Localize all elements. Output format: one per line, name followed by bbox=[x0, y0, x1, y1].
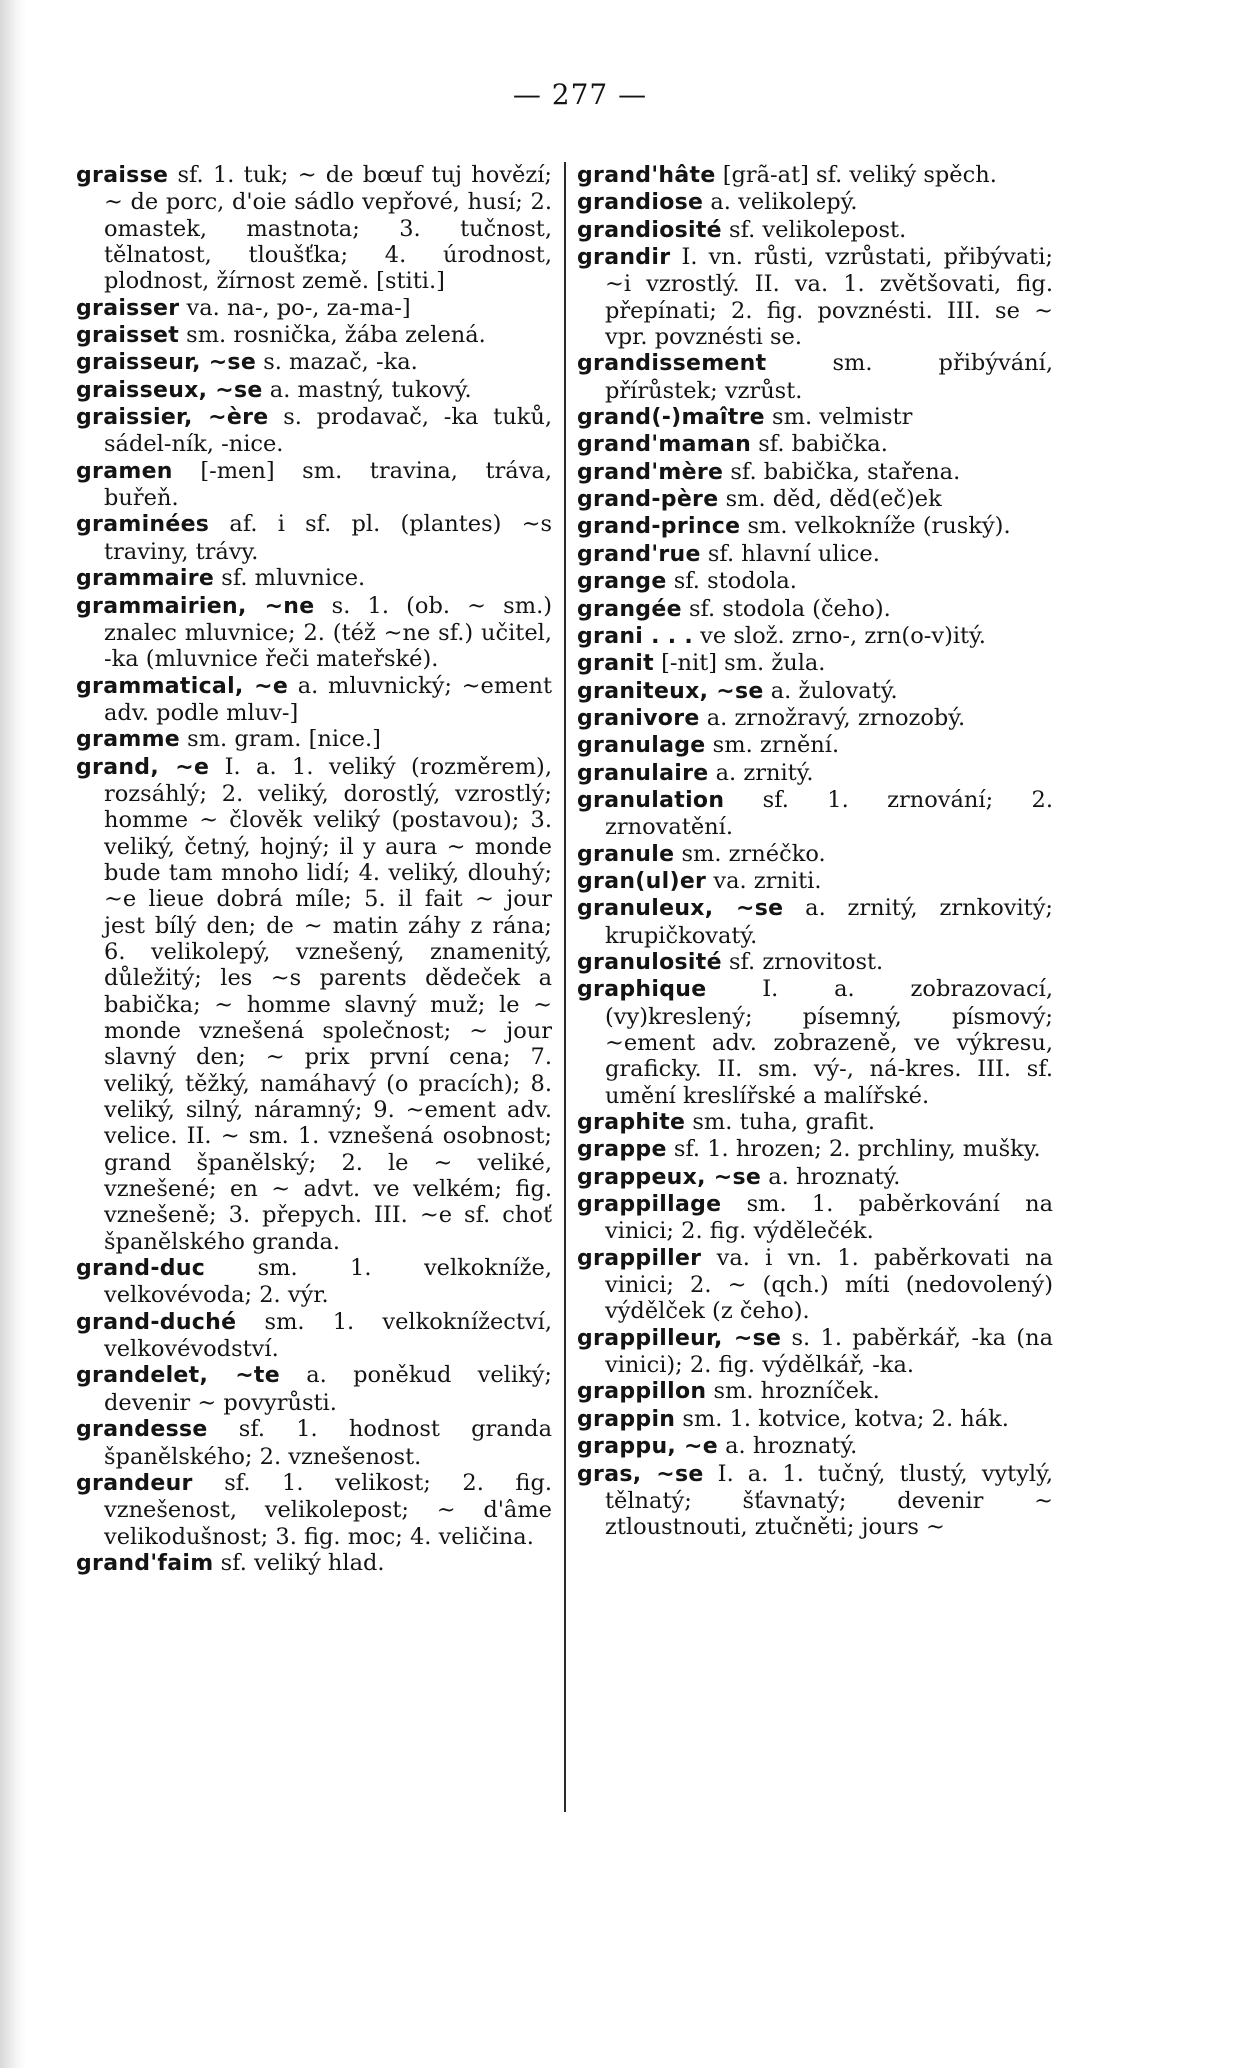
entry-headword: gramme bbox=[76, 727, 181, 753]
entry-definition: sm. přibývání, přírůstek; vzrůst. bbox=[605, 350, 1053, 404]
dictionary-entry bbox=[76, 377, 552, 404]
entry-headword: gras, ~se bbox=[577, 1461, 704, 1487]
entry-headword: grange bbox=[577, 569, 667, 595]
entry-definition: sf. 1. zrnování; 2. zrnovatění. bbox=[605, 786, 1053, 841]
entry-definition: a. zrnitý. bbox=[708, 759, 814, 786]
dictionary-entry bbox=[577, 732, 1053, 759]
entry-definition: sm. velkokníže (ruský). bbox=[740, 513, 1011, 540]
dictionary-entry bbox=[577, 678, 1053, 705]
dictionary-entry bbox=[577, 787, 1053, 841]
entry-definition: I. vn. růsti, vzrůstati, přibývati; ~i vzrostlý. II. va. 1. zvětšovati, fig. přepínati; 2. fig. povznésti. III. se ~ vpr. povznésti se. bbox=[605, 244, 1053, 351]
entry-headword: grangée bbox=[577, 596, 682, 622]
dictionary-entry bbox=[76, 673, 552, 727]
entry-definition: va. i vn. 1. paběrkovati na vinici; 2. ~ (qch.) míti (nedovolený) výdělček (z čeho). bbox=[605, 1244, 1053, 1325]
entry-definition: sf. babička, stařena. bbox=[723, 458, 961, 485]
dictionary-entry bbox=[577, 541, 1053, 568]
dictionary-entry bbox=[76, 1416, 552, 1470]
entry-headword: grani . . . bbox=[577, 623, 693, 649]
dictionary-entry bbox=[577, 1406, 1053, 1433]
entry-headword: grappilleur, ~se bbox=[577, 1325, 782, 1351]
entry-headword: graissier, ~ère bbox=[76, 405, 269, 431]
dictionary-entry bbox=[577, 949, 1053, 976]
dictionary-entry bbox=[577, 1109, 1053, 1136]
entry-definition: [-men] sm. travina, tráva, buřeň. bbox=[104, 457, 552, 512]
entry-definition: sm. hrozníček. bbox=[706, 1378, 880, 1405]
entry-definition: sm. velmistr bbox=[764, 404, 913, 431]
dictionary-entry bbox=[76, 322, 552, 349]
scan-binding-edge bbox=[0, 0, 26, 2068]
dictionary-entry bbox=[577, 760, 1053, 787]
entry-headword: gramen bbox=[76, 458, 173, 484]
dictionary-entry bbox=[577, 623, 1053, 650]
entry-definition: sm. tuha, grafit. bbox=[685, 1109, 876, 1136]
entry-headword: grand'hâte bbox=[577, 163, 716, 188]
dictionary-entry bbox=[577, 596, 1053, 623]
entry-headword: grand-duché bbox=[76, 1309, 237, 1335]
entry-definition: a. poněkud veliký; devenir ~ povyrůsti. bbox=[104, 1362, 552, 1416]
entry-definition: sf. zrnovitost. bbox=[721, 948, 884, 975]
entry-headword: grappiller bbox=[577, 1245, 702, 1271]
entry-headword: graisseur, ~se bbox=[76, 350, 257, 376]
entry-definition: sf. veliký hlad. bbox=[213, 1549, 385, 1576]
entry-definition: sf. velikolepost. bbox=[721, 216, 907, 243]
entry-headword: graphite bbox=[577, 1110, 686, 1136]
entry-headword: grandir bbox=[577, 245, 671, 271]
entry-headword: grand'faim bbox=[76, 1550, 214, 1576]
entry-headword: grandissement bbox=[577, 351, 767, 377]
entry-definition: s. mazač, -ka. bbox=[256, 349, 418, 376]
entry-headword: grammatical, ~e bbox=[76, 673, 289, 699]
dictionary-entry bbox=[76, 1309, 552, 1363]
dictionary-entry bbox=[577, 895, 1053, 949]
entry-headword: grappillon bbox=[577, 1379, 707, 1405]
entry-definition: a. hroznatý. bbox=[761, 1163, 901, 1190]
entry-headword: grand-père bbox=[577, 487, 719, 513]
entry-definition: a. velikolepý. bbox=[703, 189, 858, 216]
entry-headword: graisser bbox=[76, 295, 180, 321]
entry-headword: granulaire bbox=[577, 760, 709, 786]
entry-headword: grappin bbox=[577, 1406, 676, 1432]
page-number: — 277 — bbox=[512, 78, 648, 111]
entry-headword: gran(ul)er bbox=[577, 868, 707, 894]
dictionary-entry bbox=[76, 295, 552, 322]
entry-definition: va. zrniti. bbox=[706, 867, 822, 894]
entry-definition: a. zrnožravý, zrnozobý. bbox=[699, 704, 966, 731]
dictionary-entry bbox=[577, 868, 1053, 895]
entry-headword: grand'mère bbox=[577, 459, 724, 485]
dictionary-entry bbox=[577, 162, 1053, 189]
dictionary-entry bbox=[577, 217, 1053, 244]
entry-headword: grappe bbox=[577, 1137, 667, 1163]
entry-definition: sf. 1. hodnost granda španělského; 2. vznešenost. bbox=[104, 1416, 552, 1470]
entry-headword: grandeur bbox=[76, 1470, 193, 1496]
entry-definition: sm. zrnéčko. bbox=[674, 840, 826, 867]
dictionary-entry bbox=[577, 841, 1053, 868]
dictionary-entry bbox=[76, 754, 552, 1256]
entry-definition: I. a. 1. veliký (rozměrem), rozsáhlý; 2. veliký, dorostlý, vzrostlý; homme ~ člověk veliký (postavou); 3. veliký, četný, hojný; il y aura ~ monde bude tam mnoho lidí; 4. veliký, dlouhý; ~e lieue dobrá míle; 5. il fait ~ jour jest bílý den; de ~ matin záhy z rána; 6. velikolepý, vznešený, znamenitý, důležitý; les ~s parents dědeček a babička; ~ homme slavný muž; le ~ monde vznešená společnost; ~ jour slavný den; ~ prix první cena; 7. veliký, těžký, namáhavý (o pracích); 8. veliký, silný, náramný; 9. ~ement adv. velice. II. ~ sm. 1. vznešená osobnost; grand španělský; 2. le ~ veliké, vznešené; en ~ advt. ve velkém; fig. vznešeně; 3. přepych. III. ~e sf. choť španělského granda. bbox=[104, 753, 552, 1255]
dictionary-entry bbox=[577, 350, 1053, 404]
entry-definition: a. mluvnický; ~ement adv. podle mluv-] bbox=[104, 672, 552, 726]
entry-headword: graisse bbox=[76, 163, 169, 188]
dictionary-entry bbox=[577, 1136, 1053, 1163]
dictionary-entry bbox=[577, 1191, 1053, 1245]
dictionary-entry bbox=[577, 431, 1053, 458]
dictionary-entry bbox=[577, 1164, 1053, 1191]
right-column bbox=[577, 162, 1053, 1541]
entry-headword: grappillage bbox=[577, 1192, 722, 1218]
entry-headword: grand-duc bbox=[76, 1256, 206, 1282]
entry-headword: graphique bbox=[577, 977, 707, 1003]
entry-headword: grand-prince bbox=[577, 514, 741, 540]
dictionary-entry bbox=[577, 705, 1053, 732]
entry-definition: sf. 1. velikost; 2. fig. vznešenost, velikolepost; ~ d'âme velikodušnost; 3. fig. moc; 4. veličina. bbox=[104, 1469, 552, 1550]
dictionary-entry bbox=[76, 1470, 552, 1550]
entry-definition: sm. 1. paběrkování na vinici; 2. fig. výdělečék. bbox=[605, 1191, 1053, 1245]
dictionary-entry bbox=[577, 244, 1053, 350]
entry-definition: a. mastný, tukový. bbox=[262, 376, 472, 403]
entry-headword: graniteux, ~se bbox=[577, 678, 764, 704]
dictionary-entry bbox=[76, 1550, 552, 1577]
dictionary-entry bbox=[577, 1325, 1053, 1379]
entry-headword: granivore bbox=[577, 705, 700, 731]
dictionary-entry bbox=[577, 1378, 1053, 1405]
entry-headword: grandesse bbox=[76, 1417, 208, 1443]
entry-headword: granulation bbox=[577, 787, 725, 813]
entry-definition: sf. hlavní ulice. bbox=[700, 540, 880, 567]
entry-headword: granulage bbox=[577, 733, 706, 759]
dictionary-entry bbox=[577, 568, 1053, 595]
entry-definition: sm. 1. kotvice, kotva; 2. hák. bbox=[675, 1405, 1009, 1432]
dictionary-entry bbox=[577, 1433, 1053, 1460]
entry-definition: sf. mluvnice. bbox=[214, 565, 366, 592]
entry-definition: sm. 1. velkoknížectví, velkovévodství. bbox=[104, 1308, 552, 1363]
dictionary-entry bbox=[76, 162, 552, 295]
dictionary-entry bbox=[76, 565, 552, 592]
dictionary-entry bbox=[577, 650, 1053, 677]
entry-headword: grandelet, ~te bbox=[76, 1363, 280, 1389]
entry-headword: grappu, ~e bbox=[577, 1434, 718, 1460]
left-column bbox=[76, 162, 552, 1577]
dictionary-entry bbox=[577, 404, 1053, 431]
entry-headword: graisset bbox=[76, 323, 180, 349]
dictionary-entry bbox=[577, 976, 1053, 1109]
dictionary-entry bbox=[76, 511, 552, 565]
entry-definition: sm. děd, děd(eč)ek bbox=[718, 486, 942, 513]
entry-definition: sf. 1. hrozen; 2. prchliny, mušky. bbox=[666, 1136, 1041, 1163]
entry-definition: ve slož. zrno-, zrn(o-v)itý. bbox=[693, 622, 986, 649]
dictionary-entry bbox=[577, 1245, 1053, 1325]
entry-headword: grand'maman bbox=[577, 432, 752, 458]
entry-definition: va. na-, po-, za-ma-] bbox=[179, 294, 411, 321]
dictionary-entry bbox=[76, 1255, 552, 1309]
entry-definition: a. zrnitý, zrnkovitý; krupičkovatý. bbox=[605, 895, 1053, 949]
column-divider bbox=[564, 162, 566, 1812]
dictionary-entry bbox=[76, 404, 552, 458]
entry-headword: grand(-)maître bbox=[577, 405, 765, 431]
entry-definition: sf. stodola. bbox=[666, 568, 797, 595]
dictionary-entry bbox=[577, 486, 1053, 513]
entry-definition: a. žulovatý. bbox=[763, 677, 898, 704]
entry-headword: granuleux, ~se bbox=[577, 896, 784, 922]
dictionary-entry bbox=[577, 459, 1053, 486]
entry-headword: granit bbox=[577, 651, 654, 677]
entry-headword: grammaire bbox=[76, 566, 215, 592]
dictionary-entry bbox=[577, 189, 1053, 216]
entry-definition: a. hroznatý. bbox=[717, 1433, 858, 1460]
entry-headword: graisseux, ~se bbox=[76, 377, 263, 403]
entry-headword: grandiosité bbox=[577, 217, 722, 243]
entry-definition: s. prodavač, -ka tuků, sádel-ník, -nice. bbox=[104, 404, 552, 458]
entry-headword: grand, ~e bbox=[76, 754, 210, 780]
entry-headword: granulosité bbox=[577, 949, 722, 975]
entry-definition: sf. babička. bbox=[751, 431, 888, 458]
dictionary-entry bbox=[76, 1362, 552, 1416]
entry-headword: grand'rue bbox=[577, 541, 701, 567]
entry-headword: graminées bbox=[76, 512, 210, 538]
entry-headword: granule bbox=[577, 841, 675, 867]
dictionary-entry bbox=[577, 1461, 1053, 1541]
dictionary-entry bbox=[76, 349, 552, 376]
entry-definition: sm. zrnění. bbox=[705, 732, 840, 759]
entry-definition: s. 1. (ob. ~ sm.) znalec mluvnice; 2. (též ~ne sf.) učitel, -ka (mluvnice řeči mateřské). bbox=[104, 592, 552, 673]
dictionary-entry bbox=[76, 593, 552, 673]
entry-definition: sf. 1. tuk; ~ de bœuf tuj hovězí; ~ de porc, d'oie sádlo vepřové, husí; 2. omastek, mastnota; 3. tučnost, tělnatost, tloušťka; 4. úrodnost, plodnost, žírnost země. [stiti.] bbox=[104, 162, 552, 295]
dictionary-entry bbox=[76, 458, 552, 512]
entry-definition: af. i sf. pl. (plantes) ~s traviny, trávy. bbox=[104, 511, 552, 565]
entry-definition: sm. gram. [nice.] bbox=[180, 726, 381, 753]
entry-definition: [-nit] sm. žula. bbox=[653, 650, 826, 677]
entry-definition: sm. rosnička, žába zelená. bbox=[179, 322, 486, 349]
entry-definition: sm. 1. velkokníže, velkovévoda; 2. výr. bbox=[104, 1255, 552, 1309]
entry-definition: I. a. 1. tučný, tlustý, vytylý, tělnatý; šťavnatý; devenir ~ ztloustnouti, ztučněti; jours ~ bbox=[605, 1460, 1053, 1541]
dictionary-entry bbox=[577, 513, 1053, 540]
entry-headword: grammairien, ~ne bbox=[76, 593, 315, 619]
entry-headword: grandiose bbox=[577, 190, 704, 216]
entry-definition: s. 1. paběrkář, -ka (na vinici); 2. fig. výdělkář, -ka. bbox=[605, 1324, 1053, 1379]
entry-headword: grappeux, ~se bbox=[577, 1164, 762, 1190]
entry-definition: sf. stodola (čeho). bbox=[681, 595, 891, 622]
entry-definition: I. a. zobrazovací, (vy)kreslený; písemný, písmový; ~ement adv. zobrazeně, ve výkresu, graficky. II. sm. vý-, ná-kres. III. sf. umění kreslířské a malířské. bbox=[605, 976, 1053, 1109]
dictionary-entry bbox=[76, 726, 552, 753]
entry-definition: [grã-at] sf. veliký spěch. bbox=[715, 162, 997, 188]
